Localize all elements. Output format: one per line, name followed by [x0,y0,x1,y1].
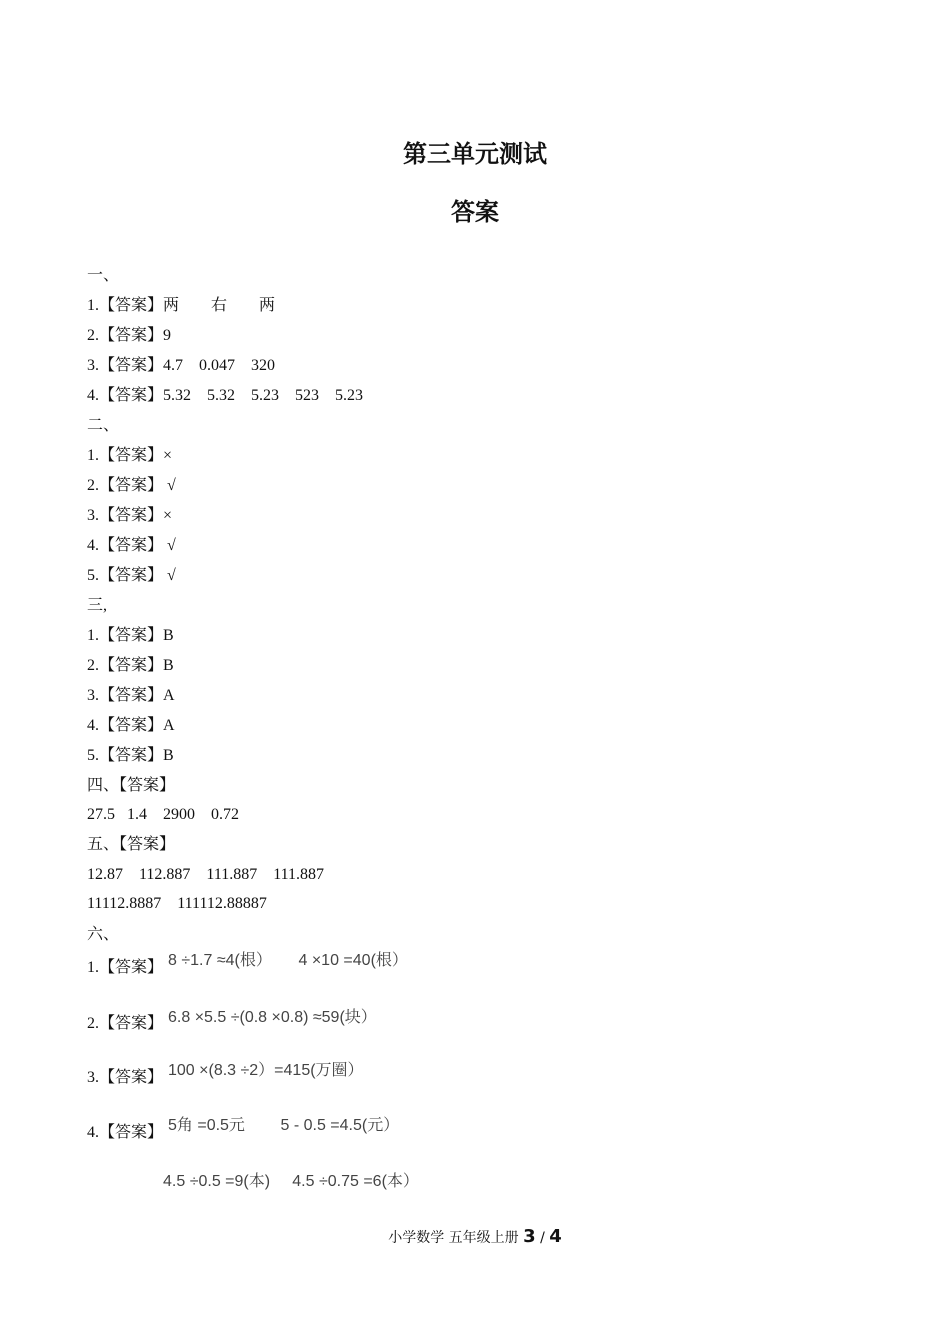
answer-line: 3.【答案】A [87,687,175,704]
section6-answer-label: 1.【答案】 [87,959,164,976]
answer-line: 2.【答案】B [87,657,174,674]
page-separator: / [535,1230,550,1246]
formula-image: 6.8 ×5.5 ÷(0.8 ×0.8) ≈59(块） [168,1009,377,1026]
answer-line: 1.【答案】× [87,447,173,464]
answer-line: 3.【答案】× [87,507,173,524]
section6-answer-label: 4.【答案】 [87,1124,164,1141]
answer-line: 5.【答案】 √ [87,567,176,584]
answer-line: 3.【答案】4.7 0.047 320 [87,357,276,374]
answer-line: 4.【答案】5.32 5.32 5.23 523 5.23 [87,387,364,404]
answer-line: 2.【答案】9 [87,327,172,344]
formula-image: 5角 =0.5元 5 - 0.5 =4.5(元） [168,1117,400,1134]
formula-image: 8 ÷1.7 ≈4(根） 4 ×10 =40(根） [168,952,408,969]
answer-line: 五、【答案】 [87,836,176,853]
answer-line: 二、 [87,417,120,434]
section6-answer-label: 3.【答案】 [87,1069,164,1086]
answer-line: 12.87 112.887 111.887 111.887 [87,866,325,883]
answer-line: 4.【答案】 √ [87,537,176,554]
answer-line: 2.【答案】 √ [87,477,176,494]
answer-line: 4.【答案】A [87,717,175,734]
formula-image: 100 ×(8.3 ÷2）=415(万圈） [168,1062,364,1079]
answer-line: 1.【答案】两 右 两 [87,297,276,314]
answer-line: 27.5 1.4 2900 0.72 [87,806,239,823]
answer-line: 5.【答案】B [87,747,174,764]
answer-line: 一、 [87,267,120,284]
formula-image: 4.5 ÷0.5 =9(本) 4.5 ÷0.75 =6(本） [163,1173,419,1190]
page-title: 第三单元测试 [403,140,547,168]
answer-line: 四、【答案】 [87,777,176,794]
page-total: 4 [549,1226,562,1247]
answer-line: 三, [87,597,108,614]
page-footer [0,1226,950,1247]
answer-line: 1.【答案】B [87,627,174,644]
answer-line: 六、 [87,926,120,943]
answer-line: 11112.8887 111112.88887 [87,895,267,912]
page-number: 3 [523,1226,536,1247]
page-subtitle: 答案 [451,198,499,226]
footer-text: 小学数学 五年级上册 [388,1230,524,1246]
section6-answer-label: 2.【答案】 [87,1015,164,1032]
